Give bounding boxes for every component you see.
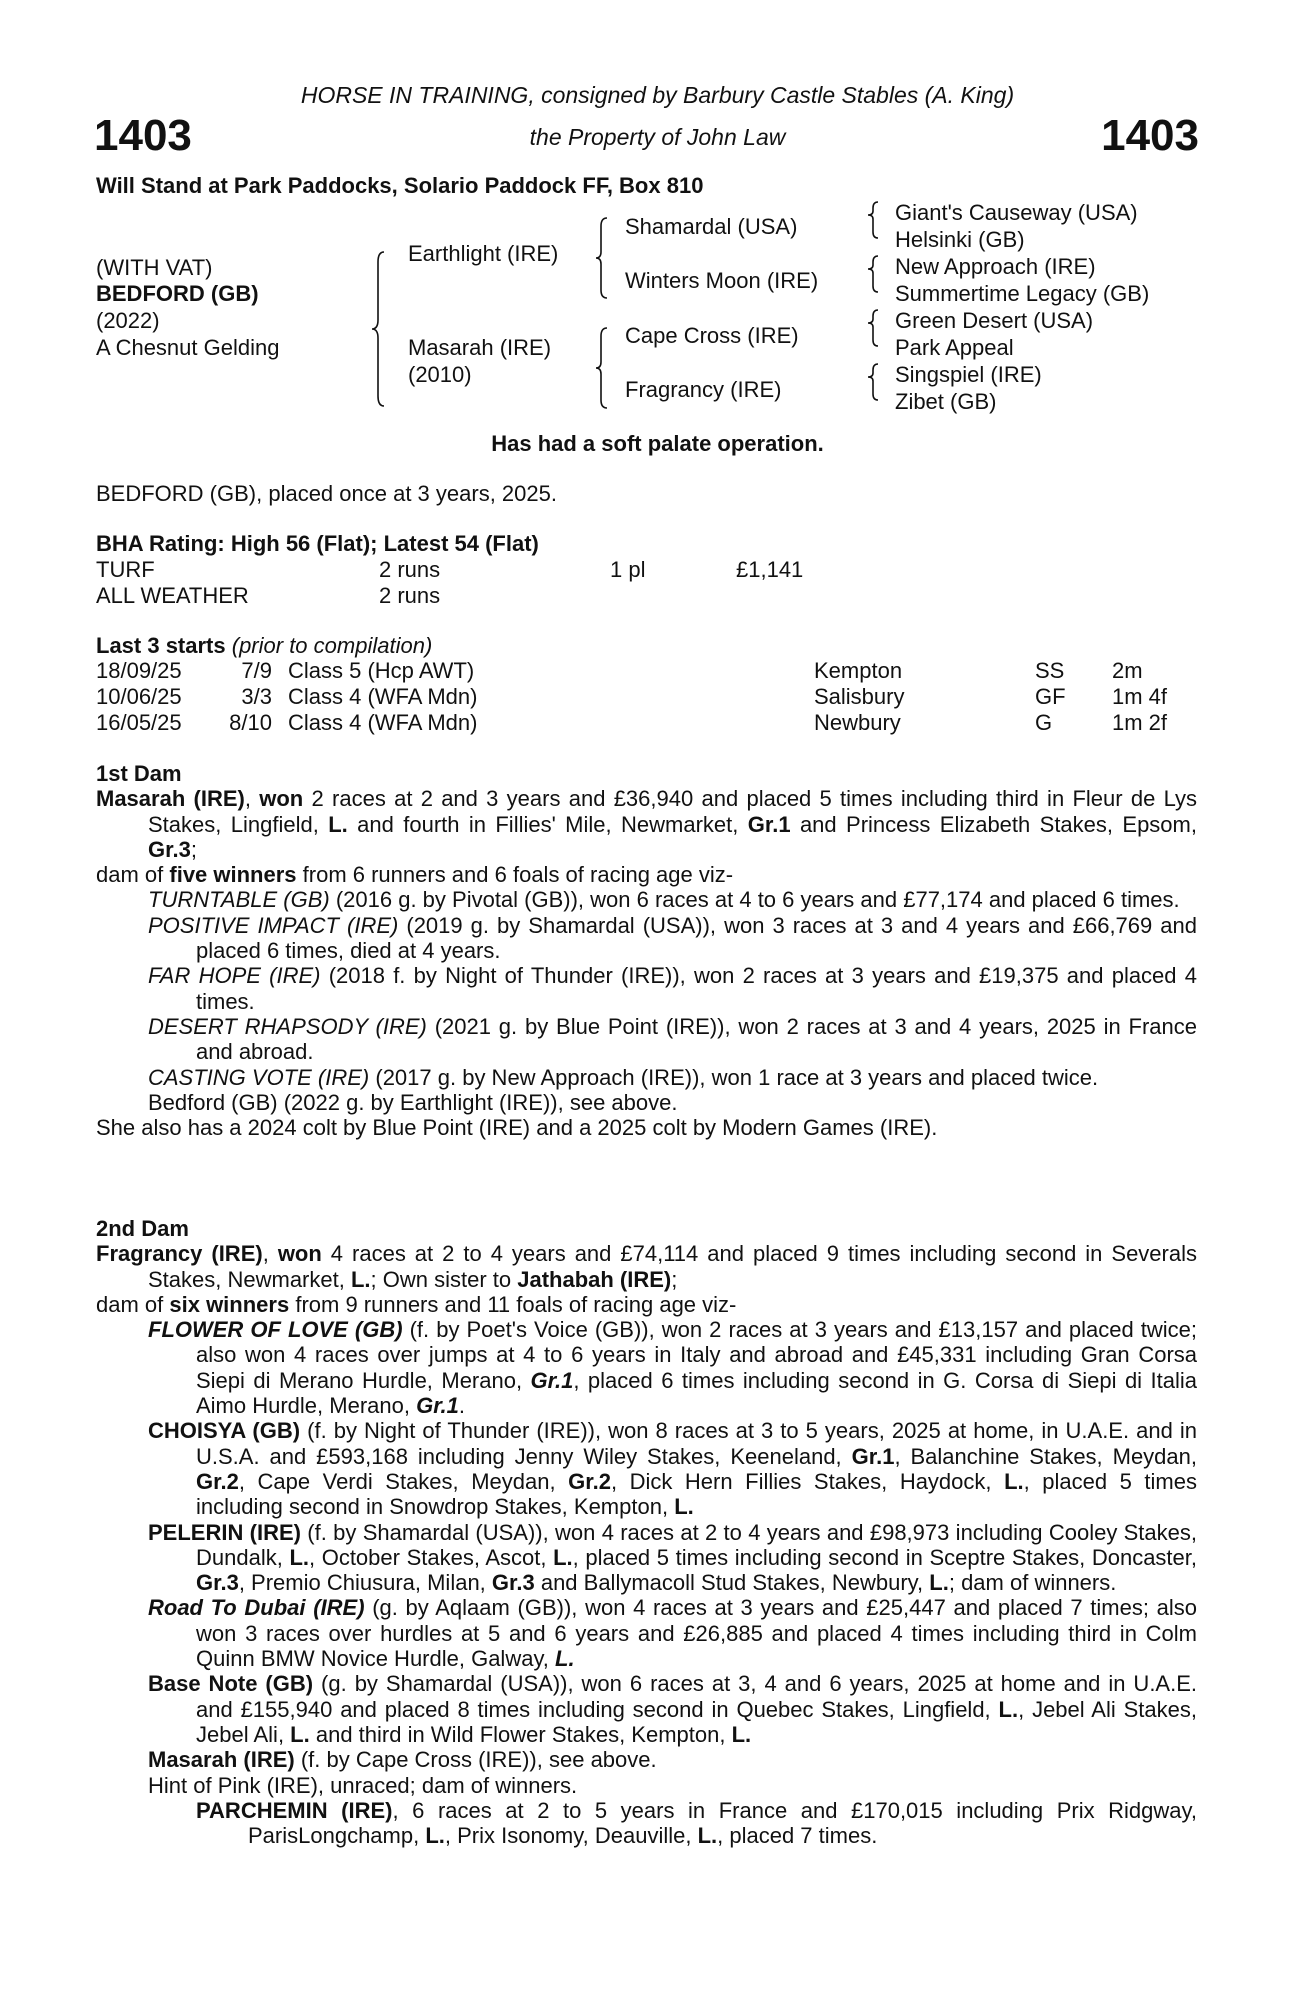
emphasis-text: L. bbox=[731, 1721, 752, 1747]
gen4-ancestor: Singspiel (IRE) bbox=[895, 362, 1042, 387]
emphasis-text: CASTING VOTE (IRE) bbox=[148, 1064, 370, 1090]
record-text: , Cape Verdi Stakes, Meydan, bbox=[238, 1468, 569, 1494]
record-text: (2018 f. by Night of Thunder (IRE)), won 2 races at 3 years and £19,375 and placed 4 times. bbox=[196, 963, 1197, 1014]
surface: ALL WEATHER bbox=[96, 583, 249, 608]
racecourse: Newbury bbox=[814, 710, 901, 735]
going: GF bbox=[1035, 684, 1066, 709]
emphasis-text: Gr.3 bbox=[196, 1570, 239, 1596]
produce-record bbox=[96, 1090, 1197, 1115]
record-text: ; bbox=[190, 836, 197, 862]
medical-note: Has had a soft palate operation. bbox=[491, 431, 824, 456]
emphasis-text: L. bbox=[697, 1823, 718, 1849]
record-text: , Premio Chiusura, Milan, bbox=[238, 1570, 492, 1596]
record-text: She also has a 2024 colt by Blue Point (IRE) and a 2025 colt by Modern Games (IRE). bbox=[96, 1115, 938, 1141]
record-text: , placed 5 times including second in Sceptre Stakes, Doncaster, bbox=[572, 1544, 1198, 1570]
record-text: Hint of Pink (IRE), unraced; dam of winners. bbox=[148, 1772, 578, 1798]
going: G bbox=[1035, 710, 1053, 735]
produce-record bbox=[96, 1241, 1197, 1292]
record-text: ; Own sister to bbox=[370, 1266, 518, 1292]
lot-number-left: 1403 bbox=[94, 111, 192, 160]
going: SS bbox=[1035, 658, 1065, 683]
record-text: (2017 g. by New Approach (IRE)), won 1 race at 3 years and placed twice. bbox=[369, 1064, 1099, 1090]
record-text: , placed 7 times. bbox=[717, 1823, 878, 1849]
produce-record bbox=[96, 1595, 1197, 1671]
record-text: dam of bbox=[96, 862, 170, 888]
placed: 1 pl bbox=[610, 557, 646, 582]
emphasis-text: Fragrancy (IRE) bbox=[96, 1241, 263, 1267]
finish-position: 8/10 bbox=[229, 710, 272, 735]
produce-record bbox=[96, 1065, 1197, 1090]
gen4-ancestor: Park Appeal bbox=[895, 335, 1014, 360]
record-text: and Princess Elizabeth Stakes, Epsom, bbox=[790, 811, 1197, 837]
emphasis-text: L. bbox=[674, 1494, 694, 1520]
first-dam-title: 1st Dam bbox=[96, 761, 182, 786]
record-text: (2016 g. by Pivotal (GB)), won 6 races at 4 to 6 years and £77,174 and placed 6 times. bbox=[329, 887, 1180, 913]
runs: 2 runs bbox=[379, 583, 441, 608]
prize-money: £1,141 bbox=[736, 557, 804, 582]
race-summary: BEDFORD (GB), placed once at 3 years, 2025. bbox=[96, 481, 557, 506]
gen4-ancestor: Giant's Causeway (USA) bbox=[895, 200, 1138, 225]
brace-gen2-top bbox=[596, 218, 607, 298]
runs: 2 runs bbox=[379, 557, 441, 582]
surface: TURF bbox=[96, 557, 155, 582]
record-text: from 9 runners and 11 foals of racing age viz- bbox=[289, 1291, 737, 1317]
gen4-ancestor: Green Desert (USA) bbox=[895, 308, 1094, 333]
produce-record bbox=[96, 1671, 1197, 1747]
record-text: 2 races at 2 and 3 years and £36,940 and placed 5 times including third in Fleur de Lys Stakes, Lingfield, bbox=[148, 786, 1197, 837]
record-text: , Balanchine Stakes, Meydan, bbox=[894, 1443, 1197, 1469]
emphasis-text: POSITIVE IMPACT (IRE) bbox=[148, 912, 399, 938]
record-text: (f. by Cape Cross (IRE)), see above. bbox=[294, 1747, 657, 1773]
record-text: . bbox=[458, 1393, 466, 1419]
emphasis-text: DESERT RHAPSODY (IRE) bbox=[148, 1013, 427, 1039]
race-class: Class 5 (Hcp AWT) bbox=[288, 658, 475, 683]
record-text: from 6 runners and 6 foals of racing age viz- bbox=[296, 862, 734, 888]
produce-record bbox=[96, 887, 1197, 912]
brace-gen2-bottom bbox=[596, 328, 607, 408]
emphasis-text: CHOISYA (GB) bbox=[148, 1418, 301, 1444]
produce-record bbox=[96, 1798, 1197, 1849]
record-text: , placed 6 times including second in G. Corsa di Siepi di Italia Aimo Hurdle, Merano, bbox=[196, 1367, 1197, 1419]
produce-record bbox=[96, 1292, 1197, 1317]
emphasis-text: L. bbox=[425, 1823, 445, 1849]
emphasis-text: Gr.1 bbox=[747, 811, 791, 837]
record-text: (g. by Shamardal (USA)), won 6 races at 3, 4 and 6 years, 2025 at home and in U.A.E. and £155,940 and placed 8 times including second in Quebec Stakes, Lingfield, bbox=[196, 1671, 1198, 1722]
record-text: , placed 5 times including second in Snowdrop Stakes, Kempton, bbox=[196, 1468, 1197, 1520]
race-class: Class 4 (WFA Mdn) bbox=[288, 684, 478, 709]
second-dam-title: 2nd Dam bbox=[96, 1216, 189, 1241]
consignor-line: HORSE IN TRAINING, consigned by Barbury Castle Stables (A. King) bbox=[300, 82, 1015, 108]
record-text: (f. by Poet's Voice (GB)), won 2 races at 3 years and £13,157 and placed twice; also won 4 races over jumps at 4 to 6 years in Italy and abroad and £45,331 including Gran Corsa Siepi di Merano Hurdle, Merano, bbox=[196, 1317, 1197, 1393]
emphasis-text: L. bbox=[1004, 1468, 1024, 1494]
produce-record bbox=[96, 913, 1197, 964]
produce-record bbox=[96, 1317, 1197, 1418]
produce-record bbox=[96, 1115, 1197, 1140]
emphasis-text: FAR HOPE (IRE) bbox=[148, 963, 321, 989]
record-text: , Jebel Ali Stakes, Jebel Ali, bbox=[196, 1696, 1197, 1747]
emphasis-text: won bbox=[277, 1241, 322, 1267]
produce-record bbox=[96, 1747, 1197, 1772]
produce-record bbox=[96, 963, 1197, 1014]
emphasis-text: L. bbox=[998, 1696, 1019, 1722]
record-text: , October Stakes, Ascot, bbox=[309, 1544, 554, 1570]
horse-description: A Chesnut Gelding bbox=[96, 335, 280, 360]
emphasis-text: L. bbox=[555, 1646, 575, 1672]
last-starts-subtitle: (prior to compilation) bbox=[231, 633, 433, 658]
record-text: , bbox=[244, 786, 260, 812]
emphasis-text: Gr.2 bbox=[196, 1468, 239, 1494]
emphasis-text: L. bbox=[290, 1721, 310, 1747]
produce-record bbox=[96, 862, 1197, 887]
emphasis-text: Gr.1 bbox=[530, 1367, 574, 1393]
brace-gen3 bbox=[868, 256, 878, 292]
emphasis-text: L. bbox=[289, 1544, 309, 1570]
gen4-ancestor: Helsinki (GB) bbox=[895, 227, 1025, 252]
record-text: , 6 races at 2 to 5 years in France and £170,015 including Prix Ridgway, ParisLongchamp, bbox=[248, 1797, 1197, 1849]
record-text: ; bbox=[671, 1266, 678, 1292]
emphasis-text: L. bbox=[553, 1544, 573, 1570]
record-text: , bbox=[262, 1241, 278, 1267]
stabling-location: Will Stand at Park Paddocks, Solario Paddock FF, Box 810 bbox=[96, 173, 704, 198]
finish-position: 7/9 bbox=[241, 658, 272, 683]
record-text: , Dick Hern Fillies Stakes, Haydock, bbox=[610, 1468, 1005, 1494]
first-dam-section bbox=[96, 761, 1197, 1140]
emphasis-text: Gr.1 bbox=[851, 1443, 895, 1469]
property-line: the Property of John Law bbox=[529, 124, 786, 150]
race-date: 16/05/25 bbox=[96, 710, 182, 735]
dam-of-dam: Fragrancy (IRE) bbox=[625, 377, 782, 402]
record-text: (f. by Night of Thunder (IRE)), won 8 races at 3 to 5 years, 2025 at home, in U.A.E. and in U.S.A. and £593,168 including Jenny Wiley Stakes, Keeneland, bbox=[196, 1418, 1197, 1469]
distance: 1m 2f bbox=[1112, 710, 1168, 735]
racecourse: Kempton bbox=[814, 658, 903, 683]
last-starts-heading bbox=[96, 633, 432, 659]
gen4-ancestor: Summertime Legacy (GB) bbox=[895, 281, 1150, 306]
second-dam-section bbox=[96, 1216, 1197, 1848]
emphasis-text: Gr.3 bbox=[148, 836, 191, 862]
record-text: Bedford (GB) (2022 g. by Earthlight (IRE)), see above. bbox=[148, 1089, 678, 1115]
emphasis-text: L. bbox=[328, 811, 348, 837]
dam-of-sire: Winters Moon (IRE) bbox=[625, 268, 819, 293]
record-text: 4 races at 2 to 4 years and £74,114 and placed 9 times including second in Severals Stakes, Newmarket, bbox=[148, 1241, 1197, 1292]
bha-rating-title: BHA Rating: High 56 (Flat); Latest 54 (Flat) bbox=[96, 531, 539, 556]
record-text: (2019 g. by Shamardal (USA)), won 3 races at 3 and 4 years and £66,769 and placed 6 times, died at 4 years. bbox=[196, 912, 1197, 964]
emphasis-text: Gr.3 bbox=[491, 1570, 535, 1596]
emphasis-text: Masarah (IRE) bbox=[148, 1747, 295, 1773]
brace-gen3 bbox=[868, 202, 878, 238]
record-text: and Ballymacoll Stud Stakes, Newbury, bbox=[534, 1570, 930, 1596]
emphasis-text: PELERIN (IRE) bbox=[148, 1519, 301, 1545]
finish-position: 3/3 bbox=[241, 684, 272, 709]
vat-note: (WITH VAT) bbox=[96, 255, 213, 280]
gen4-ancestor: Zibet (GB) bbox=[895, 389, 997, 414]
produce-record bbox=[96, 786, 1197, 862]
racecourse: Salisbury bbox=[814, 684, 905, 709]
emphasis-text: FLOWER OF LOVE (GB) bbox=[148, 1317, 403, 1343]
emphasis-text: Jathabah (IRE) bbox=[517, 1266, 672, 1292]
lot-number-right: 1403 bbox=[1101, 111, 1199, 160]
produce-record bbox=[96, 1014, 1197, 1065]
sire-of-dam: Cape Cross (IRE) bbox=[625, 323, 799, 348]
horse-name: BEDFORD (GB) bbox=[96, 281, 259, 306]
record-text: and fourth in Fillies' Mile, Newmarket, bbox=[347, 811, 748, 837]
emphasis-text: won bbox=[259, 786, 304, 812]
distance: 1m 4f bbox=[1112, 684, 1168, 709]
emphasis-text: Base Note (GB) bbox=[148, 1671, 314, 1697]
emphasis-text: Gr.2 bbox=[568, 1468, 611, 1494]
dam-year: (2010) bbox=[408, 362, 472, 387]
emphasis-text: PARCHEMIN (IRE) bbox=[196, 1797, 393, 1823]
produce-record bbox=[96, 1773, 1197, 1798]
brace-gen3 bbox=[868, 364, 878, 400]
emphasis-text: six winners bbox=[169, 1291, 290, 1317]
emphasis-text: L. bbox=[350, 1266, 371, 1292]
brace-gen1 bbox=[372, 252, 384, 406]
gen4-ancestor: New Approach (IRE) bbox=[895, 254, 1096, 279]
record-text: (f. by Shamardal (USA)), won 4 races at 2 to 4 years and £98,973 including Cooley Stakes, Dundalk, bbox=[196, 1519, 1197, 1570]
record-text: (g. by Aqlaam (GB)), won 4 races at 3 years and £25,447 and placed 7 times; also won 3 races over hurdles at 5 and 6 years and £26,885 and placed 4 times including third in Colm Quinn BMW Novice Hurdle, Galway, bbox=[196, 1595, 1197, 1672]
race-class: Class 4 (WFA Mdn) bbox=[288, 710, 478, 735]
record-text: and third in Wild Flower Stakes, Kempton, bbox=[309, 1721, 732, 1747]
emphasis-text: L. bbox=[929, 1570, 949, 1596]
produce-record bbox=[96, 1520, 1197, 1596]
sire-of-sire: Shamardal (USA) bbox=[625, 214, 798, 239]
produce-record bbox=[96, 1418, 1197, 1519]
race-date: 10/06/25 bbox=[96, 684, 182, 709]
emphasis-text: Road To Dubai (IRE) bbox=[148, 1595, 365, 1621]
sire: Earthlight (IRE) bbox=[408, 241, 559, 266]
dam: Masarah (IRE) bbox=[408, 335, 552, 360]
distance: 2m bbox=[1112, 658, 1143, 683]
record-text: dam of bbox=[96, 1291, 170, 1317]
race-date: 18/09/25 bbox=[96, 658, 182, 683]
brace-gen3 bbox=[868, 310, 878, 346]
record-text: ; dam of winners. bbox=[948, 1570, 1117, 1596]
emphasis-text: five winners bbox=[169, 862, 297, 888]
record-text: (2021 g. by Blue Point (IRE)), won 2 races at 3 and 4 years, 2025 in France and abroad. bbox=[196, 1013, 1198, 1065]
record-text: , Prix Isonomy, Deauville, bbox=[444, 1823, 698, 1849]
emphasis-text: Gr.1 bbox=[416, 1393, 459, 1419]
emphasis-text: TURNTABLE (GB) bbox=[148, 887, 330, 913]
emphasis-text: Masarah (IRE) bbox=[96, 786, 245, 812]
horse-year: (2022) bbox=[96, 308, 160, 333]
last-starts-title: Last 3 starts bbox=[96, 633, 226, 658]
